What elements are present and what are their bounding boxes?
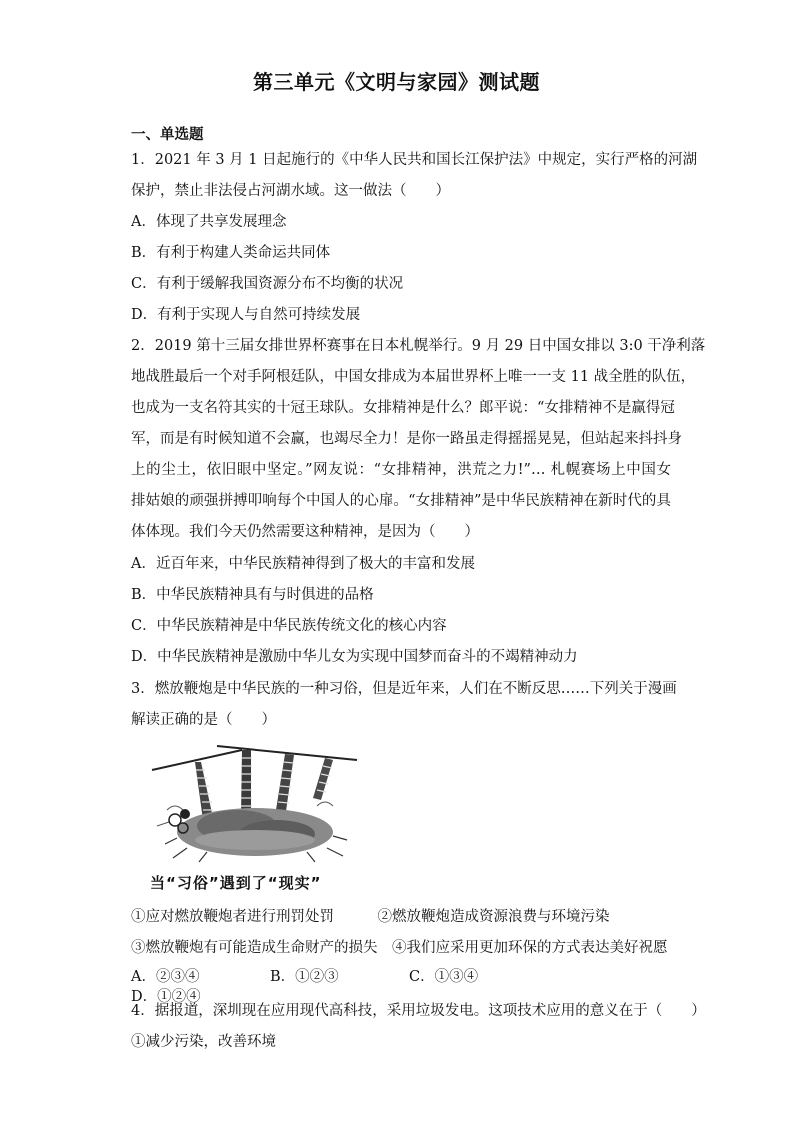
cartoon-caption: 当“习俗”遇到了“现实” — [150, 874, 322, 892]
firecracker-string-3 — [275, 754, 294, 818]
q2-stem-line-7: 体体现。我们今天仍然需要这种精神，是因为（ ） — [131, 524, 479, 540]
q2-stem-line-5: 上的尘土，依旧眼中坚定。”网友说：“女排精神，洪荒之力!”… 札幌赛场上中国女 — [131, 462, 671, 478]
q2-option-c: C．中华民族精神是中华民族传统文化的核心内容 — [131, 618, 447, 634]
q3-stem-line-2: 解读正确的是（ ） — [131, 712, 276, 728]
q4-stem-line-1: 4．据报道，深圳现在应用现代高科技，采用垃圾发电。这项技术应用的意义在于（ ） — [131, 1003, 706, 1019]
q1-option-d: D．有利于实现人与自然可持续发展 — [131, 307, 361, 323]
q3-option-b: B．①②③ — [270, 969, 339, 985]
q2-stem-line-3: 也成为一支名符其实的十冠王球队。女排精神是什么？郎平说：“女排精神不是赢得冠 — [131, 400, 675, 416]
q2-option-d: D．中华民族精神是激励中华儿女为实现中国梦而奋斗的不竭精神动力 — [131, 649, 578, 665]
section-heading: 一、单选题 — [131, 127, 204, 143]
firecracker-string-1 — [195, 762, 213, 820]
q2-option-b: B．中华民族精神具有与时俱进的品格 — [131, 587, 374, 603]
q2-stem-line-6: 排姑娘的顽强拼搏叩响每个中国人的心扉。“女排精神”是中华民族精神在新时代的具 — [131, 493, 671, 509]
q1-stem-line-1: 1．2021 年 3 月 1 日起施行的《中华人民共和国长江保护法》中规定，实行严格的河湖 — [131, 152, 698, 168]
page-title: 第三单元《文明与家园》测试题 — [253, 70, 540, 94]
firecracker-string-4 — [313, 758, 333, 800]
q1-option-b: B．有利于构建人类命运共同体 — [131, 245, 331, 261]
q3-option-c: C．①③④ — [409, 969, 479, 985]
q2-stem-line-2: 地战胜最后一个对手阿根廷队，中国女排成为本届世界杯上唯一一支 11 战全胜的队伍， — [131, 369, 696, 385]
q1-option-c: C．有利于缓解我国资源分布不均衡的状况 — [131, 276, 404, 292]
q3-statements-1-2: ①应对燃放鞭炮者进行刑罚处罚 ②燃放鞭炮造成资源浪费与环境污染 — [131, 909, 610, 925]
q2-stem-line-4: 军，而是有时候知道不会赢，也竭尽全力！是你一路虽走得摇摇晃晃，但站起来抖抖身 — [131, 431, 682, 447]
q2-option-a: A．近百年来，中华民族精神得到了极大的丰富和发展 — [131, 556, 475, 572]
firecracker-cartoon — [147, 740, 362, 864]
q3-statements-3-4: ③燃放鞭炮有可能造成生命财产的损失 ④我们应采用更加环保的方式表达美好祝愿 — [131, 940, 668, 956]
q3-option-d: D．①②④ — [131, 989, 201, 1005]
q3-option-a: A．②③④ — [131, 969, 200, 985]
q4-statement-1: ①减少污染，改善环境 — [131, 1034, 276, 1050]
q1-option-a: A．体现了共享发展理念 — [131, 214, 287, 230]
firecracker-string-2 — [241, 750, 252, 816]
q2-stem-line-1: 2．2019 第十三届女排世界杯赛事在日本札幌举行。9 月 29 日中国女排以 3:0 干净利落 — [131, 338, 706, 354]
q1-stem-line-2: 保护，禁止非法侵占河湖水域。这一做法（ ） — [131, 183, 450, 199]
q3-stem-line-1: 3．燃放鞭炮是中华民族的一种习俗，但是近年来，人们在不断反思……下列关于漫画 — [131, 681, 677, 697]
